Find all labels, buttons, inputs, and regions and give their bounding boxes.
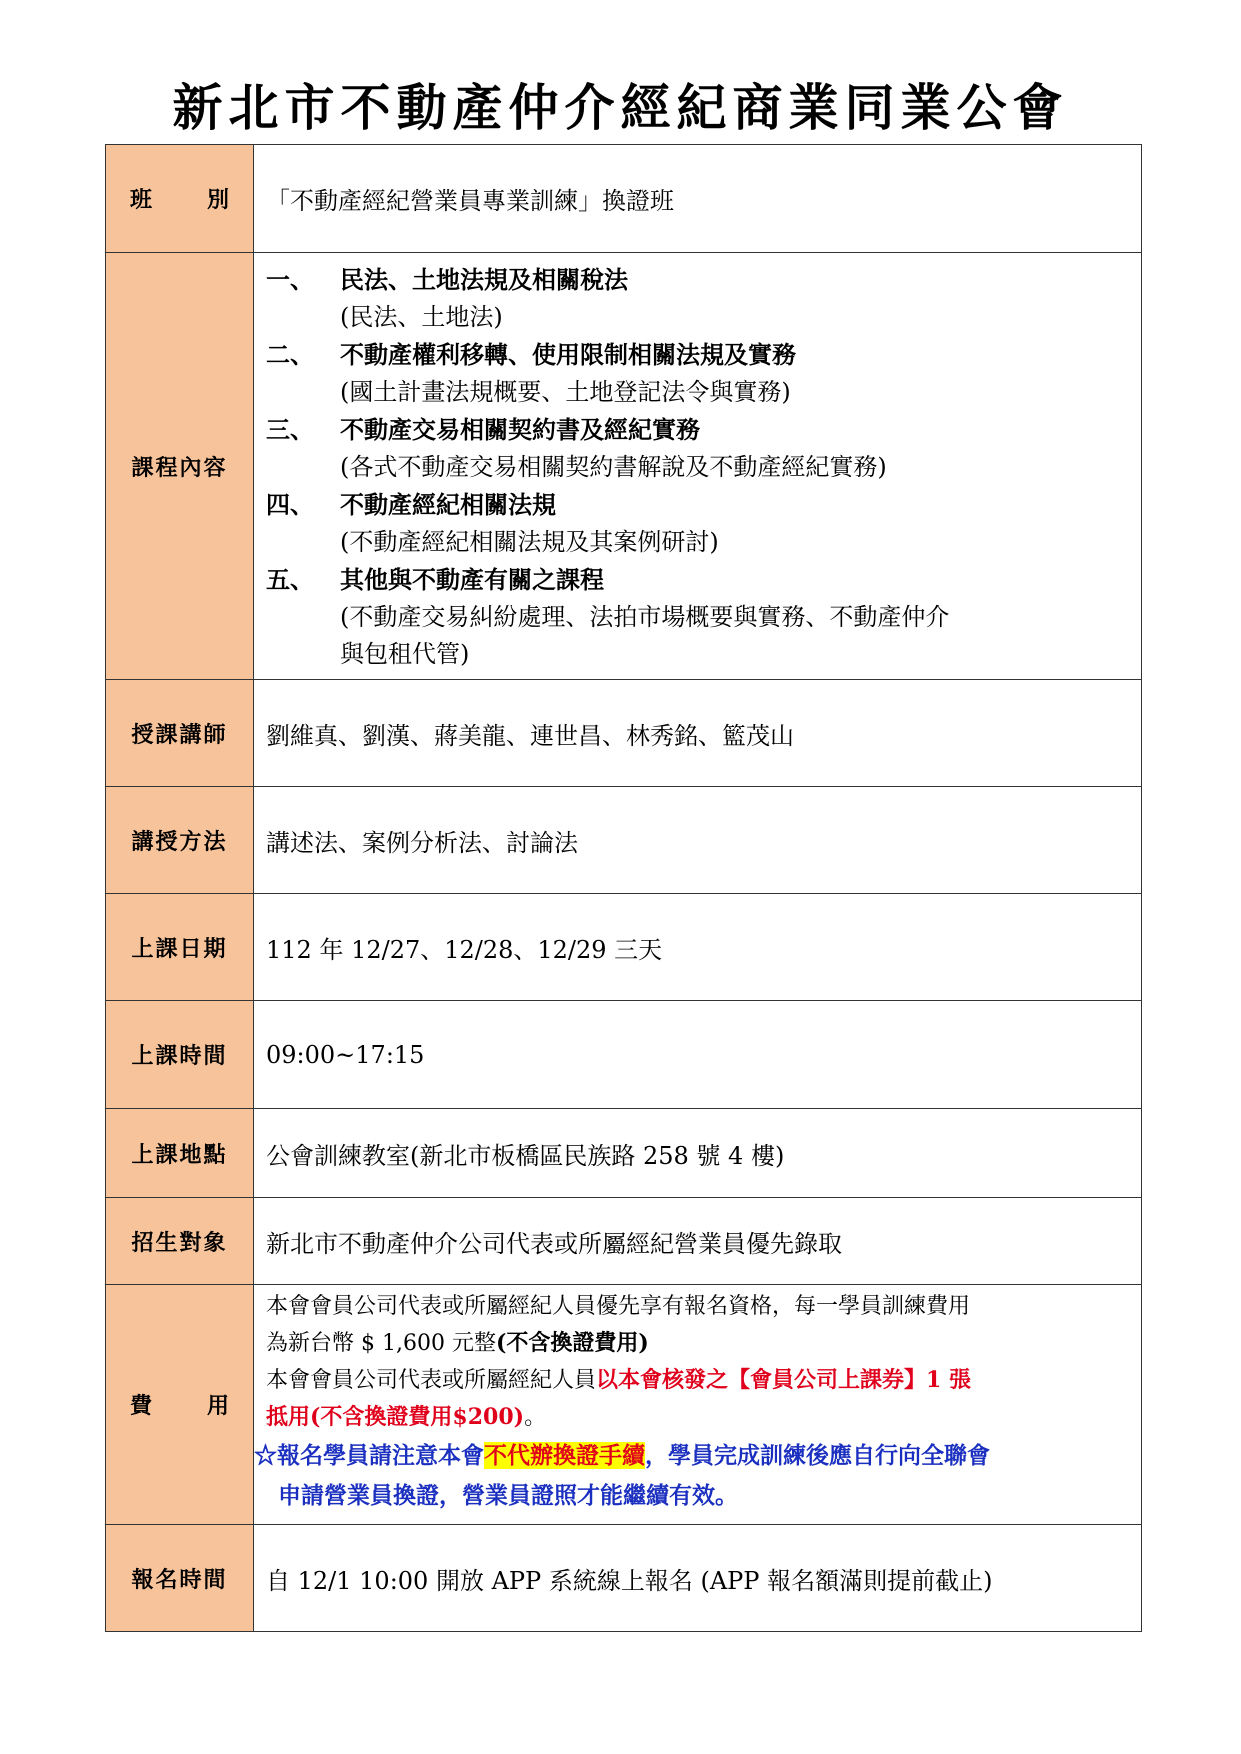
notice-text-b: ，學員完成訓練後應自行向全聯會 [645, 1442, 990, 1469]
course-sub: (各式不動產交易相關契約書解說及不動產經紀實務) [340, 453, 887, 481]
value-signup: 自 12/1 10:00 開放 APP 系統線上報名 (APP 報名額滿則提前截止) [254, 1525, 1142, 1632]
course-item [266, 486, 1129, 524]
page-title: 新北市不動產仲介經紀商業同業公會 [172, 78, 1069, 137]
value-place: 公會訓練教室(新北市板橋區民族路 258 號 4 樓) [254, 1109, 1142, 1198]
fee-voucher-text: 以本會核發之【會員公司上課券】1 張 [596, 1367, 971, 1393]
course-sub: (不動產交易糾紛處理、法拍市場概要與實務、不動產仲介 [340, 603, 950, 631]
label-time: 上課時間 [106, 1001, 254, 1109]
label-fee-b: 用 [206, 1393, 229, 1419]
fee-line-3 [266, 1362, 1129, 1399]
label-course: 課程內容 [106, 253, 254, 680]
label-signup: 報名時間 [106, 1525, 254, 1632]
row-teachers [106, 680, 1142, 787]
course-item [266, 336, 1129, 374]
course-item [266, 561, 1129, 599]
label-teachers: 授課講師 [106, 680, 254, 787]
course-num: 三、 [266, 415, 314, 444]
course-num: 四、 [266, 490, 314, 519]
label-class [106, 145, 254, 253]
fee-notice [254, 1436, 1129, 1516]
value-course [254, 253, 1142, 680]
row-time [106, 1001, 1142, 1109]
label-method: 講授方法 [106, 787, 254, 894]
label-class-b: 別 [206, 187, 229, 213]
course-title: 不動產權利移轉、使用限制相關法規及實務 [340, 340, 796, 369]
fee-voucher-note: 抵用(不含換證費用$200) [266, 1404, 525, 1430]
row-target [106, 1198, 1142, 1285]
label-place: 上課地點 [106, 1109, 254, 1198]
value-method: 講述法、案例分析法、討論法 [254, 787, 1142, 894]
course-title: 不動產交易相關契約書及經紀實務 [340, 415, 700, 444]
notice-highlight: 不代辦換證手續 [484, 1442, 645, 1469]
fee-member-text: 本會會員公司代表或所屬經紀人員 [266, 1368, 597, 1393]
row-method [106, 787, 1142, 894]
course-info-table [105, 144, 1142, 1632]
course-num: 一、 [266, 265, 314, 294]
course-num: 五、 [266, 565, 314, 594]
fee-line-1: 本會會員公司代表或所屬經紀人員優先享有報名資格，每一學員訓練費用 [266, 1294, 971, 1319]
course-sub: (不動產經紀相關法規及其案例研討) [340, 528, 719, 556]
course-title: 不動產經紀相關法規 [340, 490, 556, 519]
label-fee [106, 1285, 254, 1525]
label-date: 上課日期 [106, 894, 254, 1001]
fee-period: 。 [524, 1405, 547, 1430]
row-signup [106, 1525, 1142, 1632]
course-title: 民法、土地法規及相關稅法 [340, 265, 628, 294]
fee-line-4 [266, 1399, 1129, 1436]
value-time: 09:00~17:15 [254, 1001, 1142, 1109]
notice-text-c: 申請營業員換證，營業員證照才能繼續有效。 [278, 1482, 738, 1509]
row-place [106, 1109, 1142, 1198]
value-teachers: 劉維真、劉漢、蔣美龍、連世昌、林秀銘、籃茂山 [254, 680, 1142, 787]
course-title: 其他與不動產有關之課程 [340, 565, 604, 594]
label-fee-a: 費 [130, 1393, 153, 1419]
value-class: 「不動產經紀營業員專業訓練」換證班 [254, 145, 1142, 253]
row-date [106, 894, 1142, 1001]
value-date: 112 年 12/27、12/28、12/29 三天 [254, 894, 1142, 1001]
course-sub: (民法、土地法) [340, 303, 503, 331]
value-target: 新北市不動產仲介公司代表或所屬經紀營業員優先錄取 [254, 1198, 1142, 1285]
row-course [106, 253, 1142, 680]
label-target: 招生對象 [106, 1198, 254, 1285]
course-item [266, 261, 1129, 299]
course-sub: (國土計畫法規概要、土地登記法令與實務) [340, 378, 791, 406]
course-item [266, 411, 1129, 449]
fee-line-2 [266, 1325, 1129, 1362]
fee-exclusion: (不含換證費用) [495, 1330, 649, 1356]
label-class-a: 班 [130, 187, 153, 213]
row-fee [106, 1285, 1142, 1525]
fee-amount: 為新台幣 $ 1,600 元整 [266, 1331, 496, 1356]
value-fee [254, 1285, 1142, 1525]
course-num: 二、 [266, 340, 314, 369]
row-class [106, 145, 1142, 253]
notice-text-a: ☆報名學員請注意本會 [254, 1442, 484, 1469]
course-sub: 與包租代管) [340, 640, 470, 668]
